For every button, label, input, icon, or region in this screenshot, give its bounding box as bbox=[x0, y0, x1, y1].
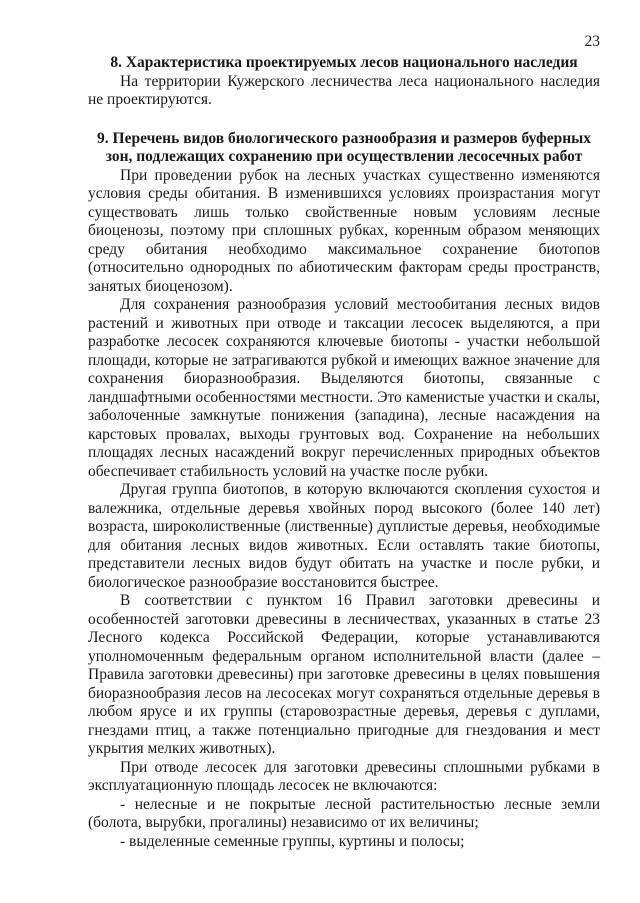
section-8-heading: 8. Характеристика проектируемых лесов национального наследия bbox=[110, 54, 578, 71]
list-item: - выделенные семенные группы, куртины и полосы; bbox=[120, 832, 465, 850]
paragraph: При отводе лесосек для заготовки древесины сплошными рубками в эксплуатационную площадь лесосек не включаются: bbox=[88, 758, 600, 794]
paragraph: При проведении рубок на лесных участках существенно изменяются условия среды обитания. В изменившихся условиях произрастания могут существовать лишь только свойственные новым условиям лесные биоценозы, поэтому при сплошных рубках, коренным образом меняющих среду обитания необходимо максимальное сохранение биотопов (относительно однородных по абиотическим факторам среды пространств, занятых биоценозом). bbox=[88, 166, 600, 295]
page-number: 23 bbox=[584, 33, 600, 50]
paragraph: Другая группа биотопов, в которую включаются скопления сухостоя и валежника, отдельные деревья хвойных пород высокого (более 140 лет) возраста, широколиственные (лиственные) дуплистые деревья, необходимые для обитания лесных видов животных. Если оставлять такие биотопы, представители лесных видов будут обитать на участке и после рубки, и биологическое разнообразие восстановится быстрее. bbox=[88, 481, 600, 591]
section-9-heading: 9. Перечень видов биологического разнообразия и размеров буферных зон, подлежащих сохранению при осуществлении лесосечных работ bbox=[97, 129, 591, 165]
list-item: - нелесные и не покрытые лесной растительностью лесные земли (болота, вырубки, прогалины) независимо от их величины; bbox=[88, 795, 600, 831]
paragraph: В соответствии с пунктом 16 Правил заготовки древесины и особенностей заготовки древесины в лесничествах, указанных в статье 23 Лесного кодекса Российской Федерации, которые устанавливаются уполномоченным федеральным органом исполнительной власти (далее – Правила заготовки древесины) при заготовке древесины в целях повышения биоразнообразия лесов на лесосеках могут сохраняться отдельные деревья в любом ярусе и их группы (старовозрастные деревья, деревья с дуплами, гнездами птиц, а также потенциально пригодные для гнездования и мест укрытия мелких животных). bbox=[88, 592, 600, 757]
paragraph: Для сохранения разнообразия условий местообитания лесных видов растений и животных при отводе и таксации лесосек выделяются, а при разработке лесосек сохраняются ключевые биотопы - участки небольшой площади, которые не затрагиваются рубкой и имеющих важное значение для сохранения биоразнообразия. Выделяются биотопы, связанные с ландшафтными особенностями местности. Это каменистые участки и скалы, заболоченные замкнутые понижения (западина), лесные насаждения на карстовых провалах, выходы грунтовых вод. Сохранение на небольших площадях лесных насаждений вокруг перечисленных природных объектов обеспечивает стабильность условий на участке после рубки. bbox=[88, 296, 600, 480]
section-8-paragraph: На территории Кужерского лесничества леса национального наследия не проектируются. bbox=[88, 72, 600, 108]
